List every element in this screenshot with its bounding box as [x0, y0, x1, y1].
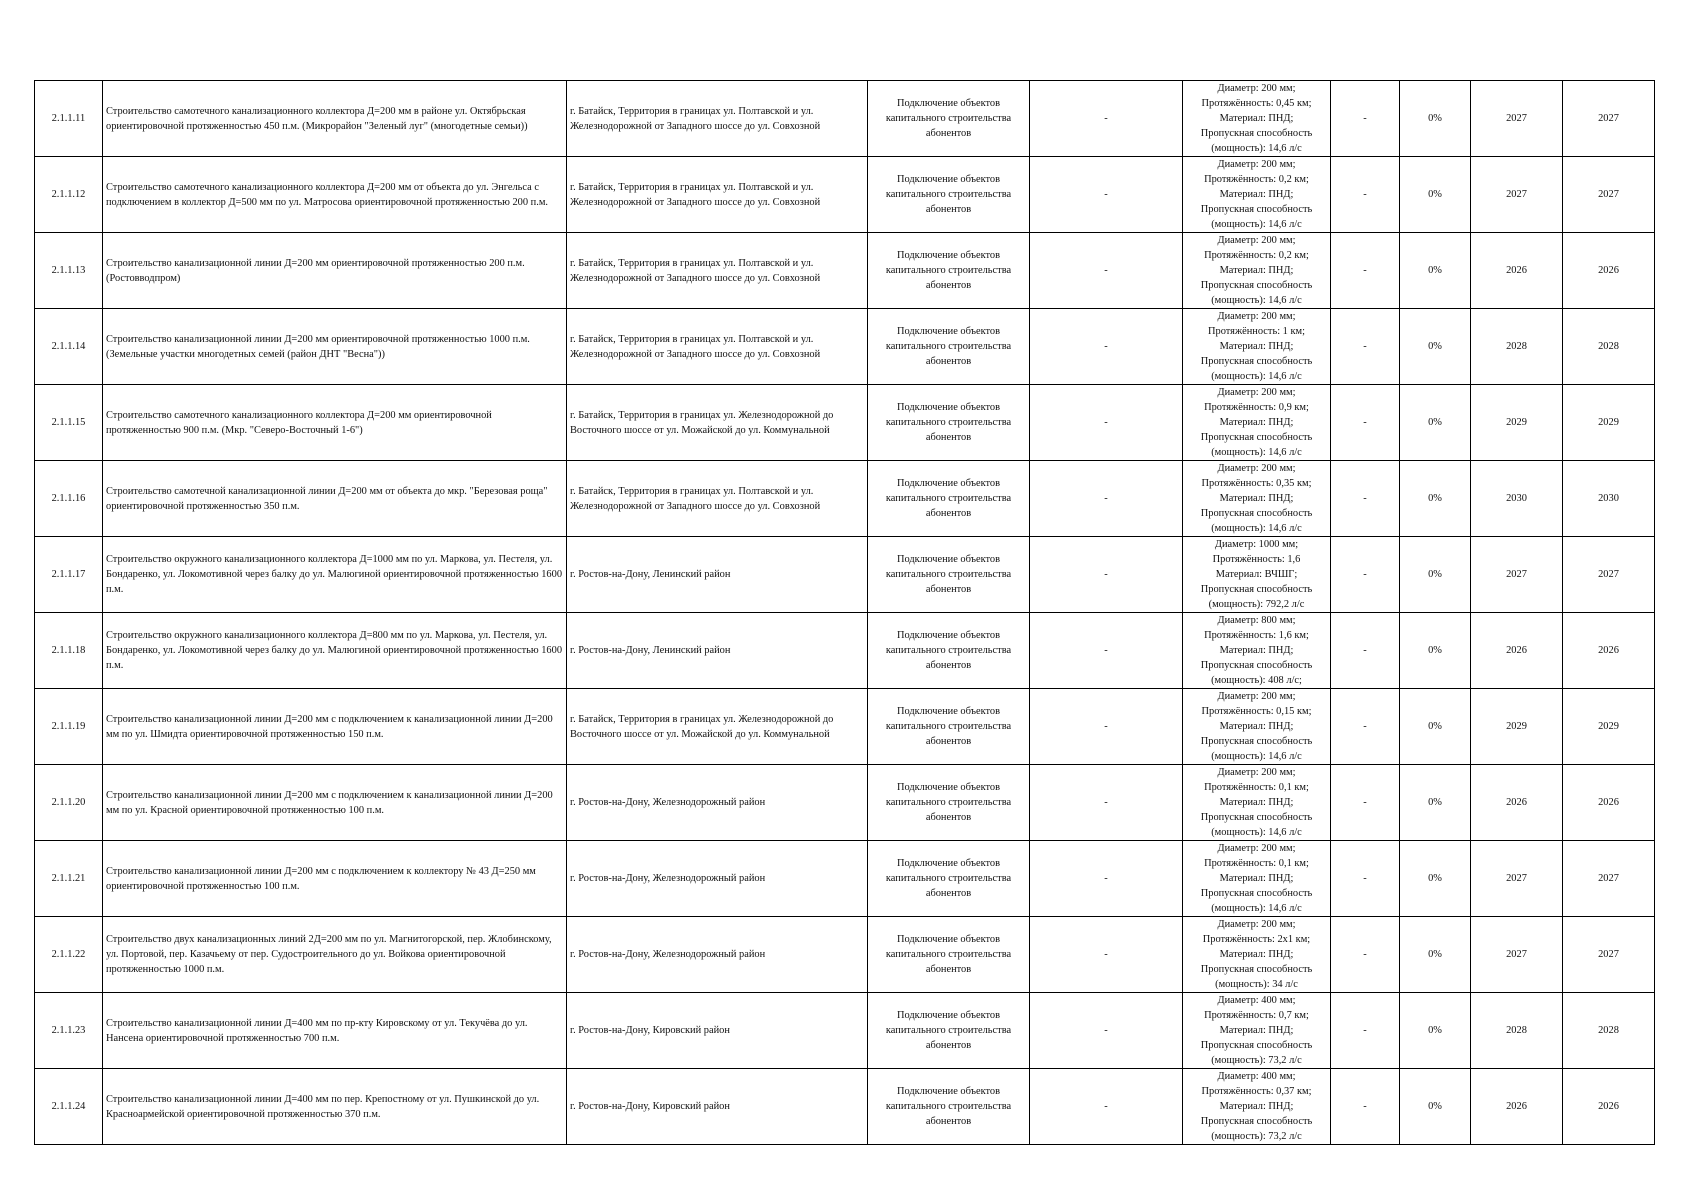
purpose-cell: Подключение объектов капитального строительства абонентов	[868, 841, 1030, 917]
location-cell: г. Ростов-на-Дону, Железнодорожный район	[567, 765, 868, 841]
technical-parameter-line: Диаметр: 200 мм;	[1217, 919, 1296, 930]
technical-parameter-line: Пропускная способность	[1200, 888, 1313, 899]
technical-parameter-line: Диаметр: 200 мм;	[1217, 311, 1296, 322]
technical-parameter-line: Протяжённость: 1,6 км;	[1204, 630, 1309, 641]
purpose-cell: Подключение объектов капитального строительства абонентов	[868, 385, 1030, 461]
technical-parameter-line: Материал: ПНД;	[1219, 873, 1294, 884]
end-year-cell: 2027	[1563, 157, 1655, 233]
item-number-cell: 2.1.1.22	[35, 917, 103, 993]
empty-value-cell: -	[1030, 613, 1183, 689]
empty-value-cell-2: -	[1331, 689, 1400, 765]
project-name-cell: Строительство канализационной линии Д=200 мм с подключением к канализационной линии Д=200 мм по ул. Красной ориентировочной протяженностью 100 п.м.	[103, 765, 567, 841]
technical-parameter-line: Пропускная способность	[1200, 660, 1313, 671]
project-name-cell: Строительство двух канализационных линий 2Д=200 мм по ул. Магнитогорской, пер. Жлобинскому, ул. Портовой, пер. Казачьему от пер. Судостроительного до ул. Войкова ориентировочной протяженностью 1000 п.м.	[103, 917, 567, 993]
purpose-cell: Подключение объектов капитального строительства абонентов	[868, 1069, 1030, 1145]
table-row	[35, 537, 1655, 613]
start-year-cell: 2027	[1471, 537, 1563, 613]
empty-value-cell-2: -	[1331, 841, 1400, 917]
technical-parameter-line: Пропускная способность	[1200, 204, 1313, 215]
end-year-cell: 2026	[1563, 1069, 1655, 1145]
technical-parameter-line: Протяжённость: 0,2 км;	[1204, 250, 1309, 261]
item-number-cell: 2.1.1.19	[35, 689, 103, 765]
table-row	[35, 309, 1655, 385]
technical-parameter-line: (мощность): 14,6 л/с	[1211, 447, 1302, 458]
technical-parameter-line: Материал: ПНД;	[1219, 1101, 1294, 1112]
start-year-cell: 2028	[1471, 309, 1563, 385]
technical-parameter-line: Материал: ПНД;	[1219, 189, 1294, 200]
location-cell: г. Батайск, Территория в границах ул. Железнодорожной до Восточного шоссе от ул. Можайской до ул. Коммунальной	[567, 689, 868, 765]
technical-parameter-line: Материал: ПНД;	[1219, 341, 1294, 352]
technical-parameter-line: Диаметр: 200 мм;	[1217, 691, 1296, 702]
location-cell: г. Батайск, Территория в границах ул. Полтавской и ул. Железнодорожной от Западного шоссе до ул. Совхозной	[567, 309, 868, 385]
technical-parameter-line: Материал: ПНД;	[1219, 1025, 1294, 1036]
technical-parameter-line: Материал: ПНД;	[1219, 265, 1294, 276]
table-row	[35, 385, 1655, 461]
technical-parameter-line: Диаметр: 400 мм;	[1217, 1071, 1296, 1082]
table-row	[35, 613, 1655, 689]
start-year-cell: 2026	[1471, 233, 1563, 309]
table-row	[35, 233, 1655, 309]
item-number-cell: 2.1.1.18	[35, 613, 103, 689]
start-year-cell: 2026	[1471, 1069, 1563, 1145]
empty-value-cell-2: -	[1331, 461, 1400, 537]
technical-parameter-line: (мощность): 34 л/с	[1215, 979, 1298, 990]
item-number-cell: 2.1.1.14	[35, 309, 103, 385]
empty-value-cell: -	[1030, 689, 1183, 765]
empty-value-cell: -	[1030, 537, 1183, 613]
end-year-cell: 2026	[1563, 765, 1655, 841]
end-year-cell: 2027	[1563, 537, 1655, 613]
end-year-cell: 2026	[1563, 613, 1655, 689]
projects-table	[34, 80, 1655, 1145]
completion-percent-cell: 0%	[1400, 461, 1471, 537]
technical-parameter-line: Материал: ПНД;	[1219, 797, 1294, 808]
empty-value-cell-2: -	[1331, 765, 1400, 841]
purpose-cell: Подключение объектов капитального строительства абонентов	[868, 613, 1030, 689]
technical-parameter-line: Протяжённость: 0,9 км;	[1204, 402, 1309, 413]
item-number-cell: 2.1.1.12	[35, 157, 103, 233]
item-number-cell: 2.1.1.24	[35, 1069, 103, 1145]
item-number-cell: 2.1.1.15	[35, 385, 103, 461]
empty-value-cell: -	[1030, 385, 1183, 461]
location-cell: г. Ростов-на-Дону, Железнодорожный район	[567, 841, 868, 917]
technical-parameter-line: Протяжённость: 0,35 км;	[1201, 478, 1312, 489]
empty-value-cell-2: -	[1331, 233, 1400, 309]
technical-parameters-cell	[1183, 689, 1331, 765]
empty-value-cell-2: -	[1331, 385, 1400, 461]
start-year-cell: 2030	[1471, 461, 1563, 537]
purpose-cell: Подключение объектов капитального строительства абонентов	[868, 233, 1030, 309]
end-year-cell: 2027	[1563, 917, 1655, 993]
technical-parameter-line: Протяжённость: 0,2 км;	[1204, 174, 1309, 185]
technical-parameter-line: Диаметр: 200 мм;	[1217, 159, 1296, 170]
technical-parameter-line: Материал: ПНД;	[1219, 721, 1294, 732]
purpose-cell: Подключение объектов капитального строительства абонентов	[868, 81, 1030, 157]
purpose-cell: Подключение объектов капитального строительства абонентов	[868, 309, 1030, 385]
completion-percent-cell: 0%	[1400, 1069, 1471, 1145]
technical-parameter-line: (мощность): 14,6 л/с	[1211, 827, 1302, 838]
technical-parameter-line: (мощность): 73,2 л/с	[1211, 1055, 1302, 1066]
empty-value-cell: -	[1030, 765, 1183, 841]
empty-value-cell: -	[1030, 309, 1183, 385]
technical-parameter-line: Протяжённость: 0,1 км;	[1204, 858, 1309, 869]
technical-parameters-cell	[1183, 765, 1331, 841]
location-cell: г. Батайск, Территория в границах ул. Полтавской и ул. Железнодорожной от Западного шоссе до ул. Совхозной	[567, 233, 868, 309]
item-number-cell: 2.1.1.13	[35, 233, 103, 309]
start-year-cell: 2026	[1471, 613, 1563, 689]
item-number-cell: 2.1.1.11	[35, 81, 103, 157]
end-year-cell: 2029	[1563, 385, 1655, 461]
table-row	[35, 461, 1655, 537]
technical-parameter-line: Пропускная способность	[1200, 584, 1313, 595]
start-year-cell: 2029	[1471, 689, 1563, 765]
technical-parameter-line: (мощность): 14,6 л/с	[1211, 219, 1302, 230]
technical-parameter-line: Протяжённость: 0,1 км;	[1204, 782, 1309, 793]
item-number-cell: 2.1.1.21	[35, 841, 103, 917]
technical-parameter-line: Пропускная способность	[1200, 280, 1313, 291]
end-year-cell: 2028	[1563, 309, 1655, 385]
technical-parameters-cell	[1183, 157, 1331, 233]
completion-percent-cell: 0%	[1400, 81, 1471, 157]
location-cell: г. Ростов-на-Дону, Кировский район	[567, 993, 868, 1069]
empty-value-cell: -	[1030, 81, 1183, 157]
technical-parameter-line: (мощность): 14,6 л/с	[1211, 295, 1302, 306]
technical-parameters-cell	[1183, 461, 1331, 537]
technical-parameter-line: Диаметр: 200 мм;	[1217, 387, 1296, 398]
end-year-cell: 2026	[1563, 233, 1655, 309]
technical-parameter-line: Пропускная способность	[1200, 964, 1313, 975]
table-row	[35, 689, 1655, 765]
technical-parameter-line: Диаметр: 200 мм;	[1217, 83, 1296, 94]
table-row	[35, 765, 1655, 841]
purpose-cell: Подключение объектов капитального строительства абонентов	[868, 537, 1030, 613]
technical-parameter-line: Материал: ПНД;	[1219, 417, 1294, 428]
technical-parameter-line: (мощность): 14,6 л/с	[1211, 143, 1302, 154]
technical-parameters-cell	[1183, 385, 1331, 461]
empty-value-cell-2: -	[1331, 537, 1400, 613]
table-row	[35, 917, 1655, 993]
technical-parameter-line: (мощность): 14,6 л/с	[1211, 523, 1302, 534]
completion-percent-cell: 0%	[1400, 309, 1471, 385]
technical-parameter-line: Пропускная способность	[1200, 128, 1313, 139]
technical-parameter-line: Пропускная способность	[1200, 508, 1313, 519]
technical-parameter-line: (мощность): 73,2 л/с	[1211, 1131, 1302, 1142]
empty-value-cell: -	[1030, 1069, 1183, 1145]
end-year-cell: 2027	[1563, 81, 1655, 157]
project-name-cell: Строительство канализационной линии Д=200 мм ориентировочной протяженностью 200 п.м. (Ростовводпром)	[103, 233, 567, 309]
empty-value-cell: -	[1030, 233, 1183, 309]
technical-parameter-line: Протяжённость: 1 км;	[1208, 326, 1305, 337]
empty-value-cell: -	[1030, 461, 1183, 537]
purpose-cell: Подключение объектов капитального строительства абонентов	[868, 461, 1030, 537]
technical-parameter-line: Протяжённость: 0,15 км;	[1201, 706, 1312, 717]
location-cell: г. Батайск, Территория в границах ул. Полтавской и ул. Железнодорожной от Западного шоссе до ул. Совхозной	[567, 81, 868, 157]
table-row	[35, 993, 1655, 1069]
project-name-cell: Строительство самотечного канализационного коллектора Д=200 мм ориентировочной протяженностью 900 п.м. (Мкр. "Северо-Восточный 1-6")	[103, 385, 567, 461]
technical-parameter-line: Материал: ПНД;	[1219, 493, 1294, 504]
end-year-cell: 2030	[1563, 461, 1655, 537]
table-row	[35, 157, 1655, 233]
table-row	[35, 81, 1655, 157]
project-name-cell: Строительство окружного канализационного коллектора Д=1000 мм по ул. Маркова, ул. Пестеля, ул. Бондаренко, ул. Локомотивной через балку до ул. Малюгиной ориентировочной протяженностью 1600 п.м.	[103, 537, 567, 613]
project-name-cell: Строительство канализационной линии Д=400 мм по пер. Крепостному от ул. Пушкинской до ул. Красноармейской ориентировочной протяженностью 370 п.м.	[103, 1069, 567, 1145]
end-year-cell: 2029	[1563, 689, 1655, 765]
completion-percent-cell: 0%	[1400, 537, 1471, 613]
completion-percent-cell: 0%	[1400, 613, 1471, 689]
table-row	[35, 841, 1655, 917]
technical-parameter-line: Протяжённость: 2х1 км;	[1202, 934, 1311, 945]
end-year-cell: 2028	[1563, 993, 1655, 1069]
project-name-cell: Строительство самотечного канализационного коллектора Д=200 мм в районе ул. Октябрьская ориентировочной протяженностью 450 п.м. (Микрорайон "Зеленый луг" (многодетные семьи))	[103, 81, 567, 157]
project-name-cell: Строительство канализационной линии Д=200 мм с подключением к канализационной линии Д=200 мм по ул. Шмидта ориентировочной протяженностью 150 п.м.	[103, 689, 567, 765]
technical-parameter-line: Диаметр: 200 мм;	[1217, 463, 1296, 474]
technical-parameter-line: Протяжённость: 0,37 км;	[1201, 1086, 1312, 1097]
location-cell: г. Батайск, Территория в границах ул. Железнодорожной до Восточного шоссе от ул. Можайской до ул. Коммунальной	[567, 385, 868, 461]
start-year-cell: 2027	[1471, 157, 1563, 233]
end-year-cell: 2027	[1563, 841, 1655, 917]
project-name-cell: Строительство канализационной линии Д=200 мм с подключением к коллектору № 43 Д=250 мм ориентировочной протяженностью 100 п.м.	[103, 841, 567, 917]
empty-value-cell: -	[1030, 841, 1183, 917]
technical-parameters-cell	[1183, 841, 1331, 917]
location-cell: г. Ростов-на-Дону, Ленинский район	[567, 537, 868, 613]
purpose-cell: Подключение объектов капитального строительства абонентов	[868, 689, 1030, 765]
technical-parameter-line: Пропускная способность	[1200, 812, 1313, 823]
technical-parameter-line: Пропускная способность	[1200, 1040, 1313, 1051]
start-year-cell: 2028	[1471, 993, 1563, 1069]
project-name-cell: Строительство самотечного канализационного коллектора Д=200 мм от объекта до ул. Энгельса с подключением в коллектор Д=500 мм по ул. Матросова ориентировочной протяженностью 200 п.м.	[103, 157, 567, 233]
empty-value-cell-2: -	[1331, 613, 1400, 689]
technical-parameter-line: Материал: ПНД;	[1219, 645, 1294, 656]
empty-value-cell: -	[1030, 993, 1183, 1069]
location-cell: г. Ростов-на-Дону, Ленинский район	[567, 613, 868, 689]
start-year-cell: 2027	[1471, 81, 1563, 157]
empty-value-cell-2: -	[1331, 917, 1400, 993]
project-name-cell: Строительство самотечной канализационной линии Д=200 мм от объекта до мкр. "Березовая роща" ориентировочной протяженностью 350 п.м.	[103, 461, 567, 537]
completion-percent-cell: 0%	[1400, 689, 1471, 765]
technical-parameter-line: Протяжённость: 0,45 км;	[1201, 98, 1312, 109]
technical-parameter-line: (мощность): 14,6 л/с	[1211, 751, 1302, 762]
technical-parameter-line: Пропускная способность	[1200, 432, 1313, 443]
technical-parameter-line: Пропускная способность	[1200, 736, 1313, 747]
item-number-cell: 2.1.1.17	[35, 537, 103, 613]
technical-parameter-line: (мощность): 14,6 л/с	[1211, 371, 1302, 382]
technical-parameter-line: Диаметр: 800 мм;	[1217, 615, 1296, 626]
technical-parameters-cell	[1183, 309, 1331, 385]
completion-percent-cell: 0%	[1400, 841, 1471, 917]
technical-parameters-cell	[1183, 81, 1331, 157]
purpose-cell: Подключение объектов капитального строительства абонентов	[868, 157, 1030, 233]
empty-value-cell-2: -	[1331, 309, 1400, 385]
technical-parameters-cell	[1183, 917, 1331, 993]
purpose-cell: Подключение объектов капитального строительства абонентов	[868, 917, 1030, 993]
completion-percent-cell: 0%	[1400, 157, 1471, 233]
purpose-cell: Подключение объектов капитального строительства абонентов	[868, 765, 1030, 841]
location-cell: г. Батайск, Территория в границах ул. Полтавской и ул. Железнодорожной от Западного шоссе до ул. Совхозной	[567, 461, 868, 537]
technical-parameter-line: Диаметр: 400 мм;	[1217, 995, 1296, 1006]
start-year-cell: 2026	[1471, 765, 1563, 841]
technical-parameters-cell	[1183, 233, 1331, 309]
table-row	[35, 1069, 1655, 1145]
empty-value-cell-2: -	[1331, 1069, 1400, 1145]
project-name-cell: Строительство окружного канализационного коллектора Д=800 мм по ул. Маркова, ул. Пестеля, ул. Бондаренко, ул. Локомотивной через балку до ул. Малюгиной ориентировочной протяженностью 1600 п.м.	[103, 613, 567, 689]
technical-parameter-line: (мощность): 14,6 л/с	[1211, 903, 1302, 914]
technical-parameters-cell	[1183, 613, 1331, 689]
item-number-cell: 2.1.1.20	[35, 765, 103, 841]
technical-parameter-line: Материал: ВЧШГ;	[1215, 569, 1298, 580]
location-cell: г. Батайск, Территория в границах ул. Полтавской и ул. Железнодорожной от Западного шоссе до ул. Совхозной	[567, 157, 868, 233]
technical-parameter-line: Протяжённость: 1,6	[1212, 554, 1301, 565]
technical-parameter-line: Пропускная способность	[1200, 356, 1313, 367]
location-cell: г. Ростов-на-Дону, Железнодорожный район	[567, 917, 868, 993]
technical-parameter-line: Пропускная способность	[1200, 1116, 1313, 1127]
technical-parameter-line: Материал: ПНД;	[1219, 949, 1294, 960]
technical-parameter-line: Протяжённость: 0,7 км;	[1204, 1010, 1309, 1021]
technical-parameters-cell	[1183, 993, 1331, 1069]
empty-value-cell-2: -	[1331, 81, 1400, 157]
project-name-cell: Строительство канализационной линии Д=200 мм ориентировочной протяженностью 1000 п.м. (Земельные участки многодетных семей (район ДНТ "Весна"))	[103, 309, 567, 385]
project-name-cell: Строительство канализационной линии Д=400 мм по пр-кту Кировскому от ул. Текучёва до ул. Нансена ориентировочной протяженностью 700 п.м.	[103, 993, 567, 1069]
completion-percent-cell: 0%	[1400, 765, 1471, 841]
location-cell: г. Ростов-на-Дону, Кировский район	[567, 1069, 868, 1145]
technical-parameter-line: Диаметр: 1000 мм;	[1214, 539, 1299, 550]
purpose-cell: Подключение объектов капитального строительства абонентов	[868, 993, 1030, 1069]
technical-parameters-cell	[1183, 1069, 1331, 1145]
completion-percent-cell: 0%	[1400, 917, 1471, 993]
technical-parameter-line: (мощность): 408 л/с;	[1211, 675, 1302, 686]
item-number-cell: 2.1.1.16	[35, 461, 103, 537]
technical-parameters-cell	[1183, 537, 1331, 613]
technical-parameter-line: Материал: ПНД;	[1219, 113, 1294, 124]
technical-parameter-line: Диаметр: 200 мм;	[1217, 767, 1296, 778]
empty-value-cell: -	[1030, 917, 1183, 993]
technical-parameter-line: Диаметр: 200 мм;	[1217, 235, 1296, 246]
technical-parameter-line: (мощность): 792,2 л/с	[1208, 599, 1305, 610]
completion-percent-cell: 0%	[1400, 993, 1471, 1069]
item-number-cell: 2.1.1.23	[35, 993, 103, 1069]
start-year-cell: 2029	[1471, 385, 1563, 461]
start-year-cell: 2027	[1471, 917, 1563, 993]
completion-percent-cell: 0%	[1400, 233, 1471, 309]
empty-value-cell-2: -	[1331, 157, 1400, 233]
completion-percent-cell: 0%	[1400, 385, 1471, 461]
table-body	[35, 81, 1655, 1145]
empty-value-cell-2: -	[1331, 993, 1400, 1069]
start-year-cell: 2027	[1471, 841, 1563, 917]
empty-value-cell: -	[1030, 157, 1183, 233]
technical-parameter-line: Диаметр: 200 мм;	[1217, 843, 1296, 854]
